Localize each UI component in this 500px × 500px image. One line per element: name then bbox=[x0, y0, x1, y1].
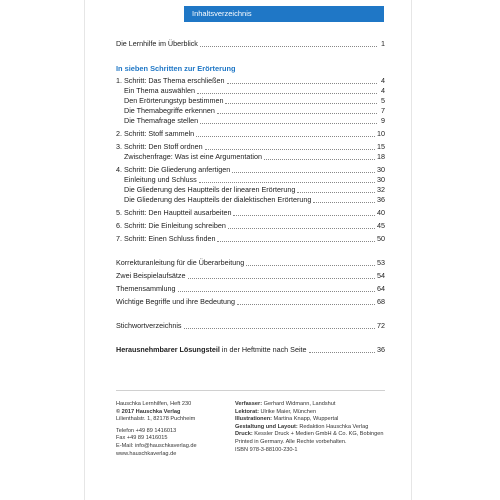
toc-entry[interactable]: Zwei Beispielaufsätze 54 bbox=[116, 271, 385, 280]
toc-entry[interactable]: 1. Schritt: Das Thema erschließen 4 bbox=[116, 76, 385, 85]
toc-entry[interactable]: Die Themabegriffe erkennen 7 bbox=[124, 106, 385, 115]
toc-entry[interactable]: Die Gliederung des Hauptteils der linearen Erörterung 32 bbox=[124, 185, 385, 194]
toc-entry-overview[interactable]: Die Lernhilfe im Überblick 1 bbox=[116, 39, 385, 48]
toc-entry[interactable]: 5. Schritt: Den Hauptteil ausarbeiten 40 bbox=[116, 208, 385, 217]
toc-entry[interactable]: 7. Schritt: Einen Schluss finden 50 bbox=[116, 234, 385, 243]
toc-entry[interactable]: 3. Schritt: Den Stoff ordnen 15 bbox=[116, 142, 385, 151]
toc-entry[interactable]: Die Gliederung des Hauptteils der dialektischen Erörterung 36 bbox=[124, 195, 385, 204]
toc-entry[interactable]: Korrekturanleitung für die Überarbeitung 53 bbox=[116, 258, 385, 267]
toc-entry[interactable]: 2. Schritt: Stoff sammeln 10 bbox=[116, 129, 385, 138]
document-page bbox=[84, 0, 412, 500]
page-header: Inhaltsverzeichnis bbox=[184, 6, 384, 22]
toc-entry[interactable]: Einleitung und Schluss 30 bbox=[124, 175, 385, 184]
footer-credits: Verfasser: Gerhard Widmann, Landshut Lektorat: Ulrike Maier, München Illustrationen: Martina Knapp, Wuppertal Gestaltung und Layout: Redaktion Hauschka Verlag Druck: Kessler Druck + Medien GmbH & Co. KG, Bobingen Printed in Germany. Alle Rechte vorbehalten. ISBN 978-3-88100-230-1 bbox=[235, 401, 384, 453]
toc-entry[interactable]: Wichtige Begriffe und ihre Bedeutung 68 bbox=[116, 297, 385, 306]
toc-entry[interactable]: Den Erörterungstyp bestimmen 5 bbox=[124, 96, 385, 105]
toc-entry[interactable]: 6. Schritt: Die Einleitung schreiben 45 bbox=[116, 221, 385, 230]
toc-entry[interactable]: 4. Schritt: Die Gliederung anfertigen 30 bbox=[116, 165, 385, 174]
toc-entry[interactable]: Ein Thema auswählen 4 bbox=[124, 86, 385, 95]
footer-publisher-info: Hauschka Lernhilfen, Heft 230 © 2017 Hauschka Verlag Lilienthalstr. 1, 82178 Puchheim Telefon +49 89 1416013 Fax +49 89 1416015 E-Mail: info@hauschkaverlag.de www.hauschkaverlag.de bbox=[116, 401, 197, 457]
toc-entry-index[interactable]: Stichwortverzeichnis 72 bbox=[116, 321, 385, 330]
toc-entry[interactable]: Die Themafrage stellen 9 bbox=[124, 116, 385, 125]
toc-entry-solutions[interactable]: Herausnehmbarer Lösungsteil in der Heftmitte nach Seite 36 bbox=[116, 345, 385, 354]
footer-divider bbox=[116, 390, 385, 391]
toc-entry[interactable]: Themensammlung 64 bbox=[116, 284, 385, 293]
section-title: In sieben Schritten zur Erörterung bbox=[116, 64, 236, 73]
toc-entry[interactable]: Zwischenfrage: Was ist eine Argumentation 18 bbox=[124, 152, 385, 161]
